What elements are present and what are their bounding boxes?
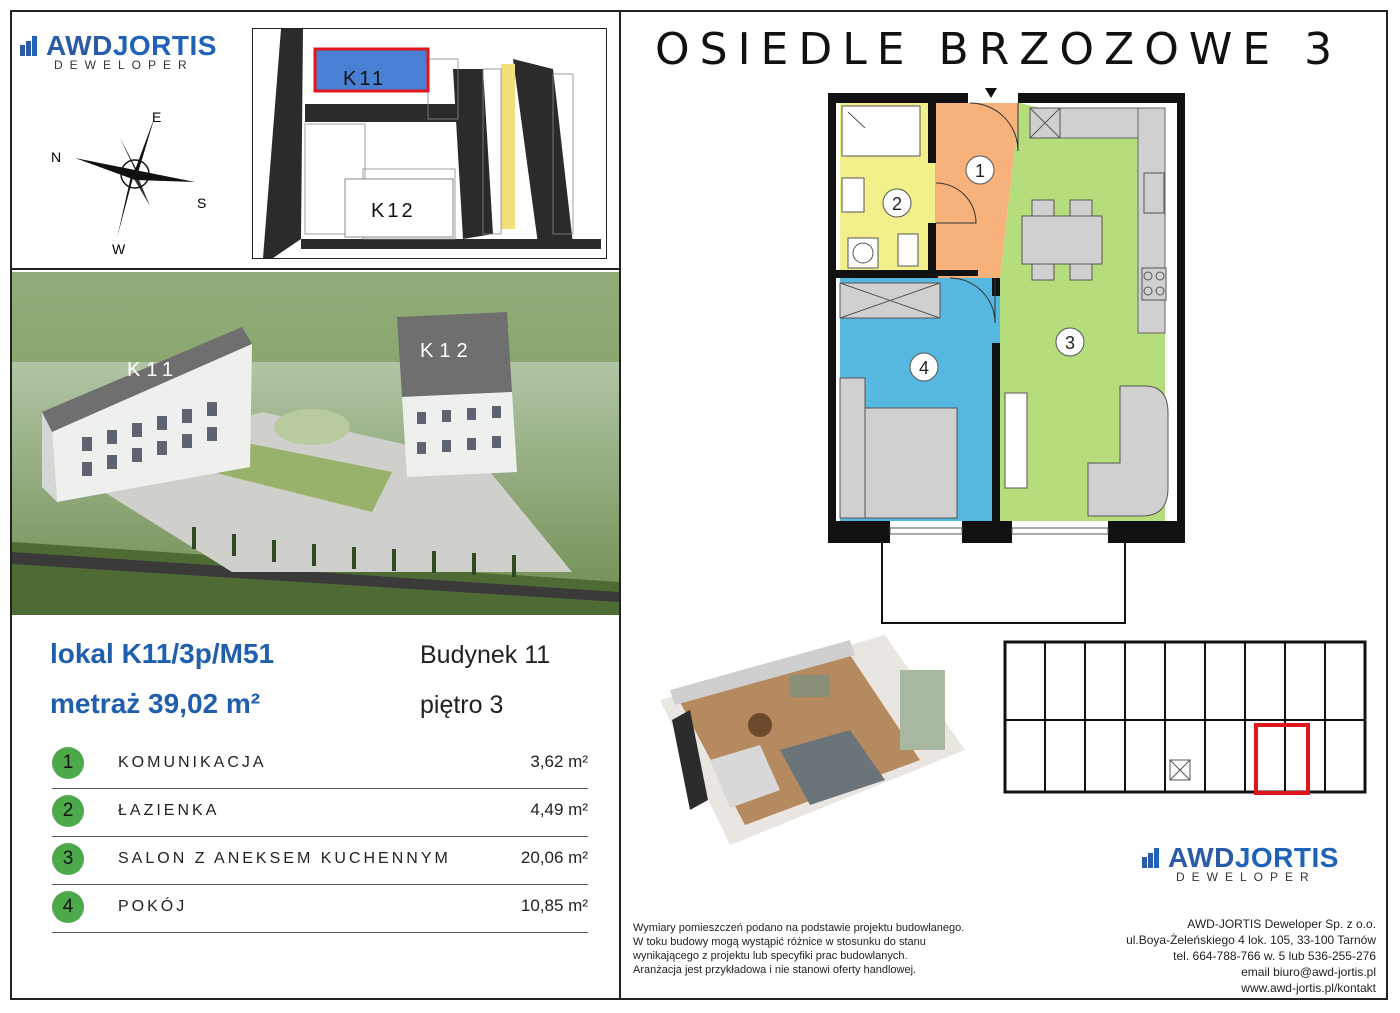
contact-info	[1126, 916, 1376, 996]
room-name: SALON Z ANEKSEM KUCHENNYM	[118, 850, 451, 867]
logo-text: AWDJORTIS	[46, 30, 217, 61]
floor-key-plan	[990, 630, 1378, 810]
unit-id: lokal K11/3p/M51	[50, 638, 275, 669]
compass-s: S	[197, 195, 207, 211]
room-row	[52, 836, 588, 885]
room-row	[52, 740, 588, 789]
contact-address: ul.Boya-Żeleńskiego 4 lok. 105, 33-100 Tarnów	[1126, 933, 1376, 947]
room-area: 3,62 m²	[530, 752, 588, 771]
unit-area: metraż 39,02 m²	[50, 688, 261, 719]
room-number-badge: 2	[52, 795, 84, 827]
compass-rose-icon	[45, 108, 220, 258]
room-area: 20,06 m²	[520, 848, 588, 867]
site-plan	[252, 28, 607, 259]
logo-text: AWDJORTIS	[1168, 842, 1339, 873]
room-number-badge: 4	[52, 891, 84, 923]
horizontal-divider	[10, 268, 620, 270]
aerial-render	[12, 272, 619, 615]
building-number: Budynek 11	[420, 641, 551, 669]
floor-number: piętro 3	[420, 691, 504, 719]
isometric-render	[650, 630, 975, 855]
sitemap-k12: K12	[371, 200, 416, 222]
project-title: OSIEDLE BRZOZOWE 3	[655, 24, 1343, 75]
room-row	[52, 788, 588, 837]
compass-e: E	[152, 109, 162, 125]
logo-mark-icon	[20, 36, 42, 56]
logo-tagline: DEWELOPER	[1176, 870, 1316, 884]
plan-label-3: 3	[1065, 333, 1076, 353]
plan-label-4: 4	[919, 358, 930, 378]
room-name: ŁAZIENKA	[118, 802, 220, 819]
plan-label-1: 1	[975, 161, 986, 181]
logo-tagline: DEWELOPER	[54, 58, 194, 72]
contact-email[interactable]: email biuro@awd-jortis.pl	[1241, 965, 1376, 979]
room-row	[52, 884, 588, 933]
plan-label-2: 2	[892, 194, 903, 214]
sitemap-k11: K11	[343, 68, 387, 90]
room-area: 4,49 m²	[530, 800, 588, 819]
room-name: KOMUNIKACJA	[118, 754, 267, 771]
company-logo	[20, 30, 217, 72]
company-logo-footer	[1142, 842, 1339, 884]
contact-company: AWD-JORTIS Deweloper Sp. z o.o.	[1187, 917, 1376, 931]
render-k11: K11	[127, 359, 180, 381]
room-name: POKÓJ	[118, 898, 188, 915]
contact-web-link[interactable]: www.awd-jortis.pl/kontakt	[1241, 981, 1376, 995]
disclaimer: Wymiary pomieszczeń podano na podstawie projektu budowlanego. W toku budowy mogą wystąpić różnice w stosunku do stanu wynikającego z projektu lub specyfiki prac budowlanych. Aranżacja jest przykładowa i nie stanowi oferty handlowej.	[633, 922, 965, 976]
room-area: 10,85 m²	[520, 896, 588, 915]
logo-mark-icon	[1142, 848, 1164, 868]
floor-plan	[820, 88, 1200, 628]
compass-n: N	[51, 149, 62, 165]
contact-phone: tel. 664-788-766 w. 5 lub 536-255-276	[1173, 949, 1376, 963]
room-number-badge: 3	[52, 843, 84, 875]
render-k12: K12	[420, 340, 474, 362]
vertical-divider	[619, 10, 621, 1000]
compass-w: W	[112, 241, 126, 257]
room-number-badge: 1	[52, 747, 84, 779]
